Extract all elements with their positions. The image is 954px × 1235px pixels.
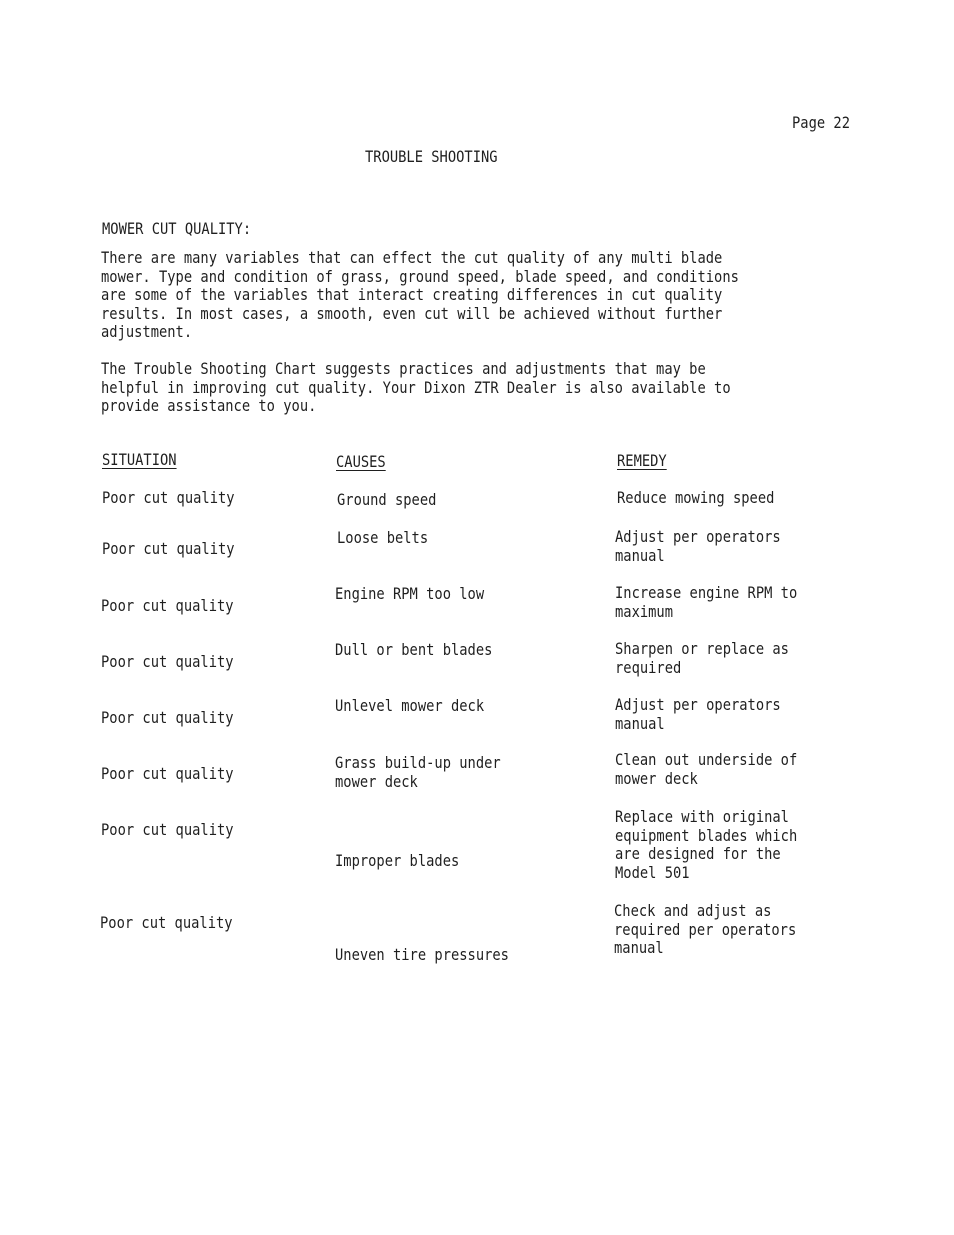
situation-header: SITUATION (102, 450, 177, 469)
intro-line: adjustment. (101, 322, 193, 341)
page-title: TROUBLE SHOOTING (365, 147, 498, 166)
remedy-header: REMEDY (617, 451, 667, 470)
intro-line: are some of the variables that interact creating differences in cut quality (101, 285, 723, 304)
cause-cell: Improper blades (335, 851, 460, 870)
situation-cell: Poor cut quality (102, 539, 235, 558)
situation-cell: Poor cut quality (100, 913, 233, 932)
chart-intro-line: helpful in improving cut quality. Your Dixon ZTR Dealer is also available to (101, 377, 731, 397)
cause-cell: Loose belts (337, 528, 429, 547)
cause-cell: Ground speed (337, 490, 437, 509)
cause-cell: Uneven tire pressures (335, 945, 509, 964)
intro-line: results. In most cases, a smooth, even cut will be achieved without further (101, 303, 723, 323)
cause-cell: Unlevel mower deck (335, 696, 485, 715)
situation-cell: Poor cut quality (101, 764, 234, 783)
cause-cell: Grass build-up under mower deck (335, 753, 501, 791)
cause-cell: Dull or bent blades (335, 640, 493, 659)
situation-cell: Poor cut quality (101, 596, 234, 615)
remedy-cell: Clean out underside of mower deck (615, 750, 798, 788)
remedy-cell: Increase engine RPM to maximum (615, 583, 798, 621)
intro-line: There are many variables that can effect the cut quality of any multi blade (101, 248, 723, 267)
remedy-cell: Check and adjust as required per operators manual (614, 901, 797, 957)
situation-cell: Poor cut quality (101, 708, 234, 727)
cause-cell: Engine RPM too low (335, 584, 485, 603)
intro-line: mower. Type and condition of grass, ground speed, blade speed, and conditions (101, 266, 739, 286)
remedy-cell: Sharpen or replace as required (615, 639, 789, 677)
situation-cell: Poor cut quality (101, 652, 234, 671)
section-heading: MOWER CUT QUALITY: (102, 219, 252, 238)
page-number: Page 22 (792, 113, 850, 132)
remedy-cell: Reduce mowing speed (617, 488, 775, 507)
chart-intro-line: The Trouble Shooting Chart suggests practices and adjustments that may be (101, 359, 706, 378)
remedy-cell: Replace with original equipment blades which are designed for the Model 501 (615, 807, 798, 882)
chart-intro-line: provide assistance to you. (101, 396, 317, 415)
situation-cell: Poor cut quality (102, 488, 235, 507)
remedy-cell: Adjust per operators manual (615, 527, 781, 565)
remedy-cell: Adjust per operators manual (615, 695, 781, 733)
situation-cell: Poor cut quality (101, 820, 234, 839)
causes-header: CAUSES (336, 452, 386, 471)
